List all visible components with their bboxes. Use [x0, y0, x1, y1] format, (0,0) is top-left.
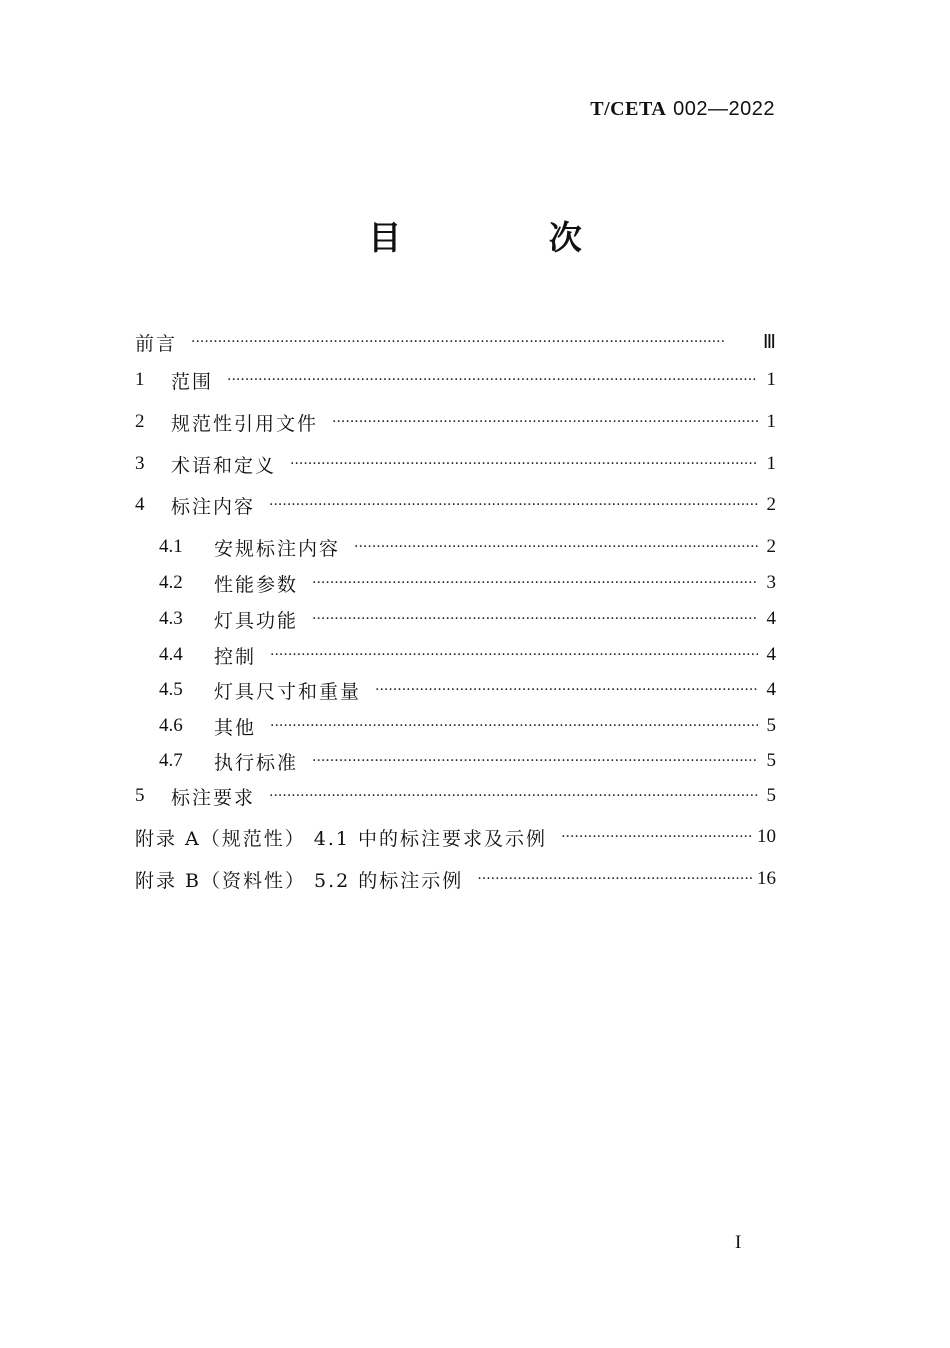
toc-entry-label: 范围	[171, 370, 214, 393]
toc-entry[interactable]	[135, 822, 776, 852]
toc-entry[interactable]	[159, 746, 776, 776]
toc-entry-page: 5	[766, 785, 776, 806]
toc-entry-label: 控制	[214, 645, 257, 668]
toc-dot-leader	[332, 407, 758, 437]
toc-entry[interactable]	[135, 449, 776, 479]
toc-dot-leader	[354, 532, 758, 562]
toc-entry-label: 标注内容	[171, 495, 256, 518]
toc-entry[interactable]	[135, 781, 776, 811]
toc-entry-number: 5	[135, 785, 145, 806]
toc-dot-leader	[290, 449, 758, 479]
toc-entry-label: 附录 A（规范性） 4.1 中的标注要求及示例	[135, 827, 548, 850]
document-id	[590, 96, 775, 121]
toc-entry[interactable]	[135, 490, 776, 520]
toc-entry-page: 2	[766, 494, 776, 515]
toc-dot-leader	[312, 604, 758, 634]
toc-entry-page: 1	[766, 411, 776, 432]
toc-entry-number: 4.5	[159, 679, 183, 700]
toc-entry-page: 4	[766, 608, 776, 629]
toc-entry-label: 灯具尺寸和重量	[214, 680, 362, 703]
page-title: 目 次	[368, 218, 650, 257]
toc-entry-label: 灯具功能	[214, 609, 299, 632]
toc-entry[interactable]	[159, 711, 776, 741]
toc-entry-number: 3	[135, 453, 145, 474]
toc-entry-label: 术语和定义	[171, 454, 277, 477]
toc-entry[interactable]	[159, 675, 776, 705]
toc-entry-page: 1	[766, 369, 776, 390]
toc-entry-page: 4	[766, 644, 776, 665]
toc-entry[interactable]	[135, 407, 776, 437]
toc-dot-leader	[312, 746, 758, 776]
toc-entry-label: 性能参数	[214, 573, 299, 596]
toc-entry[interactable]	[159, 532, 776, 562]
toc-entry-number: 4.1	[159, 536, 183, 557]
toc-entry-page: 16	[757, 868, 776, 889]
toc-entry-number: 4.7	[159, 750, 183, 771]
toc-dot-leader	[477, 864, 753, 894]
toc-entry-page: 10	[757, 826, 776, 847]
toc-entry-number: 4	[135, 494, 145, 515]
toc-dot-leader	[312, 568, 758, 598]
toc-entry-number: 2	[135, 411, 145, 432]
toc-dot-leader	[191, 327, 758, 357]
toc-dot-leader	[561, 822, 753, 852]
toc-entry-page: 5	[766, 715, 776, 736]
toc-entry-page: 5	[766, 750, 776, 771]
toc-entry-page: 2	[766, 536, 776, 557]
toc-entry-label: 规范性引用文件	[171, 412, 319, 435]
toc-entry-number: 4.4	[159, 644, 183, 665]
toc-entry-label: 其他	[214, 716, 257, 739]
toc-entry[interactable]	[159, 604, 776, 634]
document-id-number: 002—2022	[673, 98, 775, 120]
toc-entry-label: 执行标准	[214, 751, 299, 774]
toc-entry-number: 4.6	[159, 715, 183, 736]
toc-entry-number: 4.3	[159, 608, 183, 629]
toc-entry[interactable]	[135, 365, 776, 395]
toc-dot-leader	[269, 781, 758, 811]
document-id-prefix: T/CETA	[590, 98, 667, 120]
toc-dot-leader	[375, 675, 758, 705]
toc-dot-leader	[227, 365, 758, 395]
toc-dot-leader	[269, 490, 758, 520]
toc-entry-label: 安规标注内容	[214, 537, 341, 560]
toc-entry[interactable]	[159, 640, 776, 670]
toc-entry-label: 前言	[135, 332, 178, 355]
toc-entry-page: 3	[766, 572, 776, 593]
toc-entry[interactable]	[159, 568, 776, 598]
page-number: I	[735, 1232, 742, 1253]
toc-entry-page: Ⅲ	[762, 331, 776, 353]
toc-entry[interactable]	[135, 327, 776, 357]
toc-dot-leader	[270, 640, 758, 670]
toc-entry[interactable]	[135, 864, 776, 894]
toc-entry-number: 1	[135, 369, 145, 390]
toc-entry-page: 4	[766, 679, 776, 700]
toc-entry-page: 1	[766, 453, 776, 474]
toc-entry-label: 标注要求	[171, 786, 256, 809]
toc-entry-label: 附录 B（资料性） 5.2 的标注示例	[135, 869, 464, 892]
toc-dot-leader	[270, 711, 758, 741]
toc-entry-number: 4.2	[159, 572, 183, 593]
